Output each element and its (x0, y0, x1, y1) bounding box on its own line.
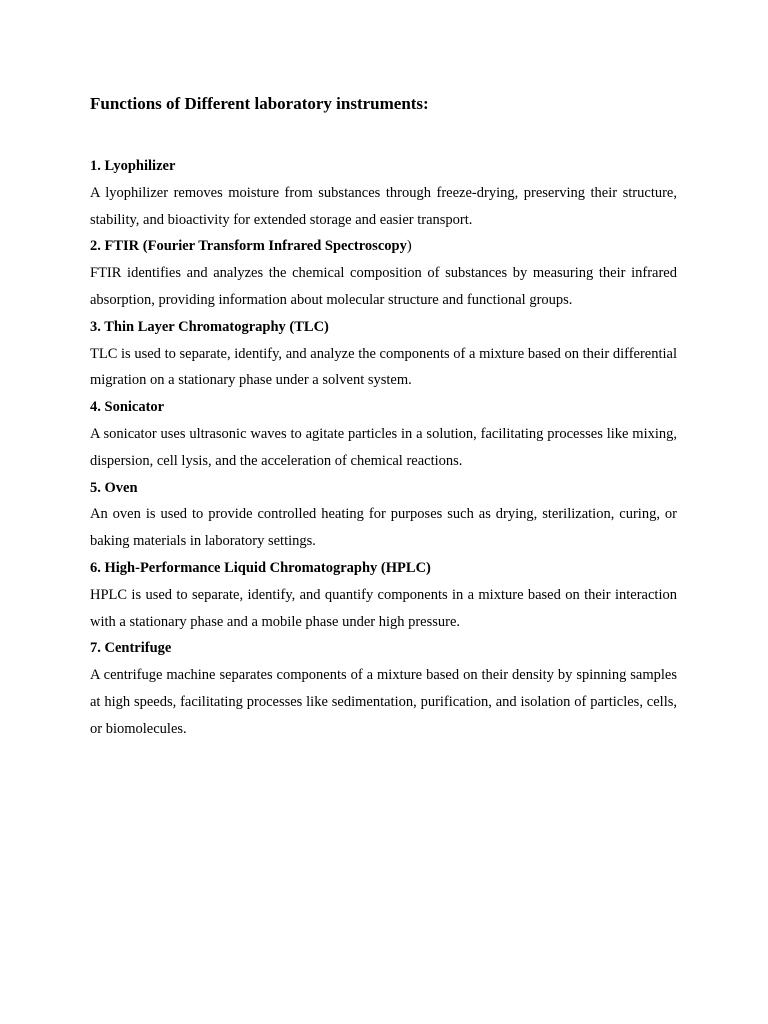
item-description: A centrifuge machine separates components of a mixture based on their density by spinning samples at high speeds, facilitating processes like sedimentation, purification, and isolation of particles, cells, or biomolecules. (90, 667, 677, 737)
item-heading-text: 4. Sonicator (90, 399, 165, 416)
item-heading-text: 7. Centrifuge (90, 640, 172, 657)
instrument-item-sonicator (90, 394, 677, 474)
page-title: Functions of Different laboratory instruments: (90, 94, 429, 113)
item-heading (90, 233, 677, 260)
item-heading (90, 153, 677, 180)
instrument-list (90, 153, 677, 743)
item-description: A sonicator uses ultrasonic waves to agitate particles in a solution, facilitating processes like mixing, dispersion, cell lysis, and the acceleration of chemical reactions. (90, 425, 677, 469)
item-heading (90, 555, 677, 582)
item-heading-text: 1. Lyophilizer (90, 158, 176, 174)
instrument-item-oven (90, 475, 677, 555)
item-heading (90, 635, 677, 662)
instrument-item-ftir (90, 233, 677, 313)
item-description: An oven is used to provide controlled heating for purposes such as drying, sterilization, curing, or baking materials in laboratory settings. (90, 506, 677, 550)
item-description: TLC is used to separate, identify, and analyze the components of a mixture based on their differential migration on a stationary phase under a solvent system. (90, 345, 677, 389)
instrument-item-lyophilizer (90, 153, 677, 233)
item-heading-suffix: ) (406, 238, 412, 255)
item-heading (90, 475, 677, 502)
item-heading (90, 394, 677, 421)
item-description: A lyophilizer removes moisture from substances through freeze-drying, preserving their structure, stability, and bioactivity for extended storage and easier transport. (90, 184, 677, 228)
item-heading-text: 2. FTIR (Fourier Transform Infrared Spectroscopy (90, 238, 407, 255)
item-heading (90, 314, 677, 341)
instrument-item-centrifuge (90, 635, 677, 742)
item-heading-text: 5. Oven (90, 479, 138, 496)
item-description: FTIR identifies and analyzes the chemical composition of substances by measuring their infrared absorption, providing information about molecular structure and functional groups. (90, 265, 677, 308)
instrument-item-tlc (90, 314, 677, 394)
item-description: HPLC is used to separate, identify, and quantify components in a mixture based on their interaction with a stationary phase and a mobile phase under high pressure. (90, 586, 677, 630)
item-heading-text: 3. Thin Layer Chromatography (TLC) (90, 318, 329, 335)
item-heading-text: 6. High-Performance Liquid Chromatography (HPLC) (90, 559, 431, 576)
instrument-item-hplc (90, 555, 677, 635)
